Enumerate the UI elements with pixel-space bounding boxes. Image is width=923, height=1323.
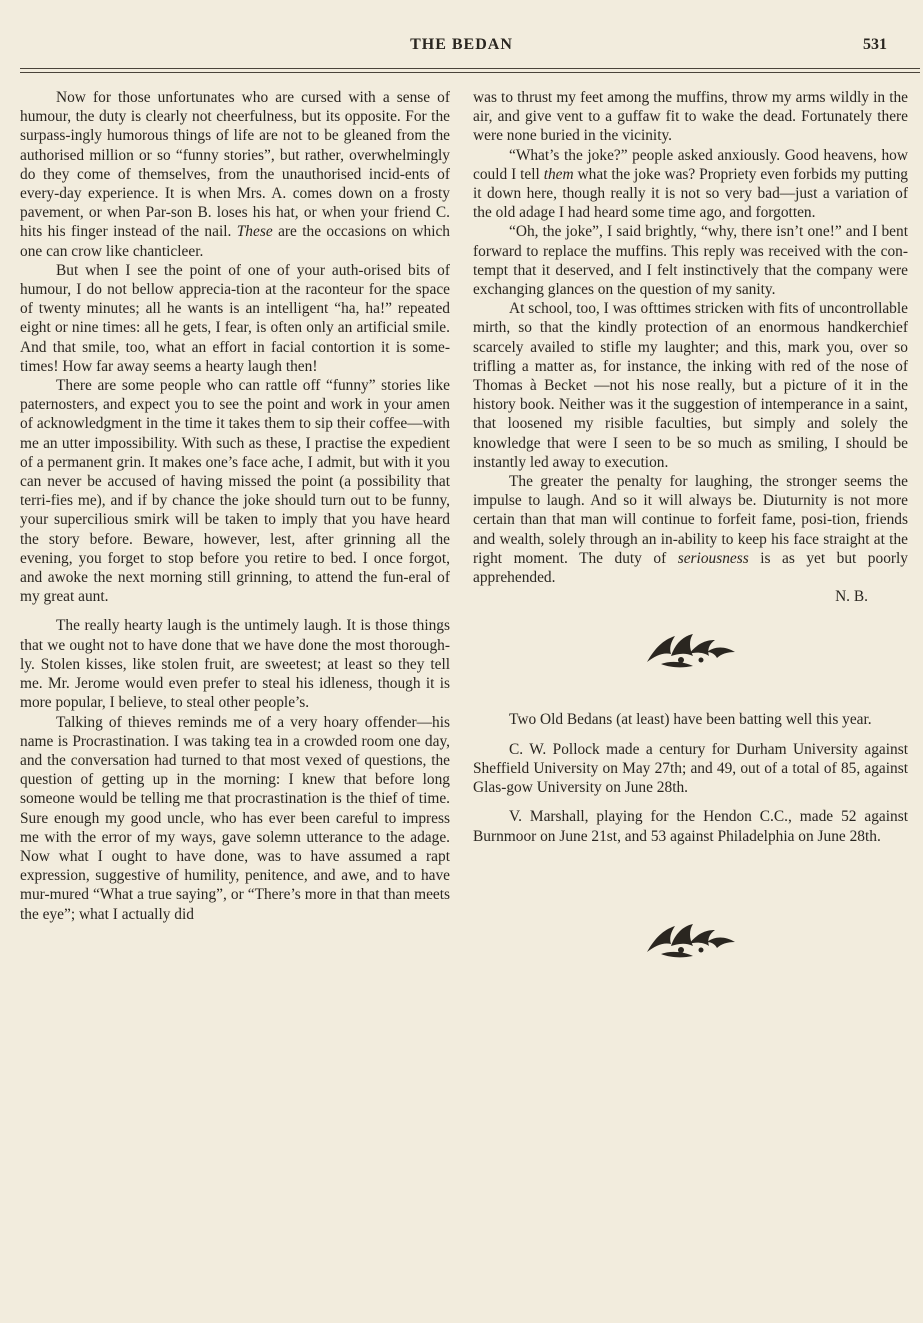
paragraph: was to thrust my feet among the muffins, throw my arms wildly in the air, and give vent to a guffaw fit to wake the dead. Fortunately there were none buried in the vicinity. — [473, 89, 908, 145]
paragraph: The greater the penalty for laughing, the stronger seems the impulse to laugh. And so it will always be. Diuturnity is not more certain than that man will continue to forfeit fame, posi-tion, friends and wealth, solely through an in-ability to keep his face straight at the right moment. The duty of seriousness is as yet but poorly apprehended. — [473, 473, 908, 587]
paragraph: There are some people who can rattle off “funny” stories like paternosters, and expect you to see the point and work in your amen of acknowledgment in the time it takes them to sip their coffee—with me an utter impossibility. With such as these, I practise the expedient of a permanent grin. It makes one’s face ache, I admit, but with it you can never be accused of having missed the point (a possibility that terri-fies me), and if by chance the joke should turn out to be funny, your supercilious smirk will be taken to imply that you have heard the story before. Beware, however, lest, after grinning all the evening, you forget to stop before you retire to bed. I once forgot, and awoke the next morning still grinning, to attend the fun-eral of my great aunt. — [20, 377, 450, 606]
page-header — [0, 36, 923, 60]
paragraph: The really hearty laugh is the untimely laugh. It is those things that we ought not to have done that we have done the most thorough-ly. Stolen kisses, like stolen fruit, are sweetest; at least so they tell me. Mr. Jerome would even prefer to steal his idleness, though it is more popular, I believe, to steal other people’s. — [20, 617, 450, 712]
news-note: C. W. Pollock made a century for Durham University against Sheffield University on May 27th; and 49, out of a total of 85, against Glas-gow University on June 28th. — [473, 740, 908, 797]
paragraph: At school, too, I was ofttimes stricken with fits of uncontrollable mirth, so that the kindly protection of an enormous handkerchief scarcely availed to stifle my laughter; and this, mark you, over so trifling a matter as, for instance, the inking with red of the nose of Thomas à Becket —not his nose really, but a picture of it in the history book. Neither was it the suggestion of intemperance in a saint, that loosened my risible faculties, but simply and solely the knowledge that were I seen to be so much as smiling, I should be instantly led away to execution. — [473, 300, 908, 471]
scroll-ornament-icon — [641, 916, 741, 960]
scroll-ornament-icon — [641, 626, 741, 670]
left-column — [20, 88, 450, 924]
running-title: THE BEDAN — [410, 36, 513, 53]
header-rule-bottom — [20, 72, 920, 73]
paragraph: “Oh, the joke”, I said brightly, “why, there isn’t one!” and I bent forward to replace the muffins. This reply was received with the con-tempt that it deserved, and I felt instinctively that the company were exchanging glances on the question of my sanity. — [473, 223, 908, 299]
news-note: V. Marshall, playing for the Hendon C.C., made 52 against Burnmoor on June 21st, and 53 against Philadelphia on June 28th. — [473, 808, 908, 845]
author-signature: N. B. — [835, 588, 868, 606]
header-rule-top — [20, 68, 920, 69]
paragraph: Now for those unfortunates who are cursed with a sense of humour, the duty is clearly not cheerfulness, but its opposite. For the surpass-ingly humorous things of life are not to be gleaned from the authorised million or so “funny stories”, but rather, overwhelmingly do they come of themselves, from the unauthorised incid-ents of every-day experience. It is when Mrs. A. comes down on a frosty pavement, or when Par-son B. loses his hat, or when your friend C. hits his finger instead of the nail. These are the occasions on which one can crow like chanticleer. — [20, 89, 450, 260]
paragraph: But when I see the point of one of your auth-orised bits of humour, I do not bellow apprecia-tion at the raconteur for the space of twenty minutes; all he wants is an intelligent “ha, ha!” repeated eight or nine times: all he gets, I fear, is often only an artificial smile. And that smile, too, what an effort in facial contortion it is some-times! How far away seems a hearty laugh then! — [20, 261, 450, 375]
page-number: 531 — [863, 36, 887, 53]
paragraph: Talking of thieves reminds me of a very hoary offender—his name is Procrastination. I was taking tea in a crowded room one day, and the conversation had turned to that most vexed of questions, the question of getting up in the morning: I knew that before long someone would be telling me that procrastination is the thief of time. Sure enough my good uncle, who has ever been careful to impress me with the error of my ways, gave solemn utterance to the adage. Now what I ought to have done, was to have assumed a rapt expression, suggestive of humility, penitence, and awe, and to have mur-mured “What a true saying”, or “There’s more in that than meets the eye”; what I actually did — [20, 713, 450, 923]
news-note: Two Old Bedans (at least) have been batting well this year. — [509, 711, 872, 729]
paragraph: “What’s the joke?” people asked anxiously. Good heavens, how could I tell them what the joke was? Propriety even forbids my putting it down here, though really it is not so very bad—just a variation of the old adage I had heard some time ago, and forgotten. — [473, 146, 908, 222]
right-column — [473, 88, 908, 960]
